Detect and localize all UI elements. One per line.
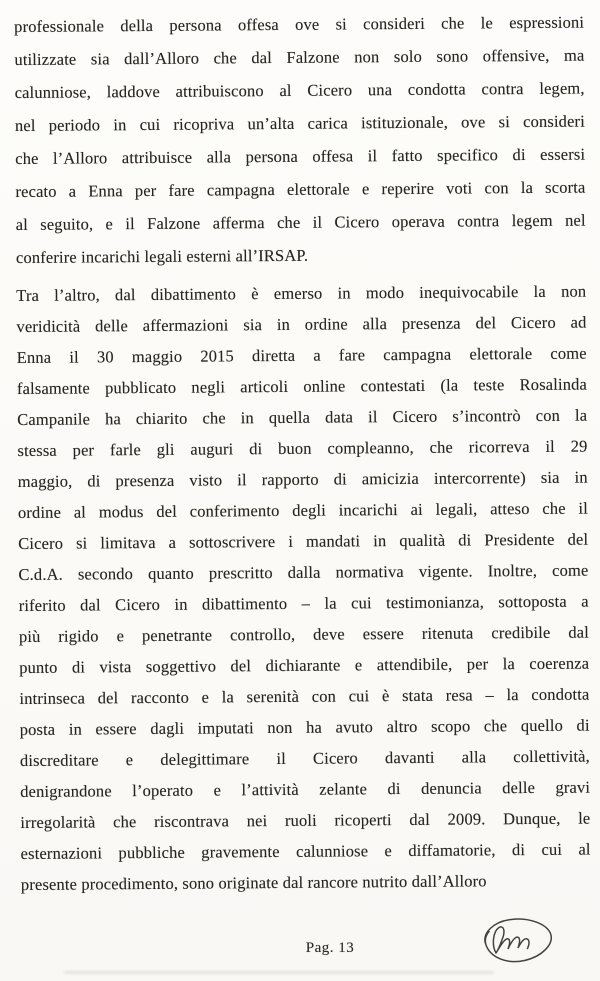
text-line: Cicero si limitava a sottoscrivere i mandati in qualità di Presidente del (18, 529, 589, 554)
text-line: riferito dal Cicero in dibattimento – la cui testimonianza, sottoposta a (18, 591, 589, 616)
text-line: professionale della persona offesa ove si consideri che le espressioni (14, 12, 585, 37)
text-line: posta in essere dagli imputati non ha avuto altro scopo che quello di (19, 715, 590, 740)
text-line: discreditare e delegittimare il Cicero davanti alla collettività, (19, 746, 590, 771)
text-line: conferire incarichi legali esterni all’IRSAP. (15, 245, 309, 268)
text-line: falsamente pubblicato negli articoli online contestati (la teste Rosalinda (16, 374, 588, 399)
text-line: Enna il 30 maggio 2015 diretta a fare campagna elettorale come (16, 343, 587, 368)
document-body (14, 6, 591, 900)
text-line: Tra l’altro, dal dibattimento è emerso in modo inequivocabile la non (16, 281, 587, 306)
text-line: più rigido e penetrante controllo, deve essere ritenuta credibile dal (18, 622, 589, 647)
text-line: ordine al modus del conferimento degli incarichi ai legali, atteso che il (17, 498, 589, 523)
text-line: Campanile ha chiarito che in quella data il Cicero s’incontrò con la (17, 405, 588, 430)
paragraph (16, 276, 591, 900)
paragraph (14, 6, 586, 274)
text-line: punto di vista soggettivo del dichiarante e attendibile, per la coerenza (19, 653, 590, 678)
text-line: esternazioni pubbliche gravemente calunniose e diffamatorie, di cui al (20, 839, 591, 864)
text-line: nel periodo in cui ricopriva un’alta carica istituzionale, ove si consideri (14, 111, 585, 136)
scan-artifact (64, 971, 494, 974)
handwritten-initials-signature-icon (477, 914, 559, 968)
text-line: che l’Alloro attribuisce alla persona offesa il fatto specifico di essersi (15, 144, 586, 169)
text-line: utilizzate sia dall’Alloro che dal Falzone non solo sono offensive, ma (14, 45, 585, 70)
text-line: maggio, di presenza visto il rapporto di amicizia intercorrente) sia in (17, 467, 588, 492)
text-line: recato a Enna per fare campagna elettorale e reperire voti con la scorta (15, 177, 586, 202)
text-line: al seguito, e il Falzone afferma che il Cicero operava contra legem nel (15, 210, 586, 235)
text-line: calunniose, laddove attribuiscono al Cicero una condotta contra legem, (14, 78, 585, 103)
page-number: Pag. 13 (305, 940, 355, 956)
text-line: stessa per farle gli auguri di buon compleanno, che ricorreva il 29 (17, 436, 588, 461)
text-line: presente procedimento, sono originate dal rancore nutrito dall’Alloro (20, 871, 487, 895)
text-line: intrinseca del racconto e la serenità con cui è stata resa – la condotta (19, 684, 590, 709)
text-line: denigrandone l’operato e l’attività zelante di denuncia delle gravi (20, 777, 591, 802)
text-line: irregolarità che riscontrava nei ruoli ricoperti dal 2009. Dunque, le (20, 808, 591, 833)
text-line: C.d.A. secondo quanto prescritto dalla normativa vigente. Inoltre, come (18, 560, 589, 585)
text-line: veridicità delle affermazioni sia in ordine alla presenza del Cicero ad (16, 312, 587, 337)
